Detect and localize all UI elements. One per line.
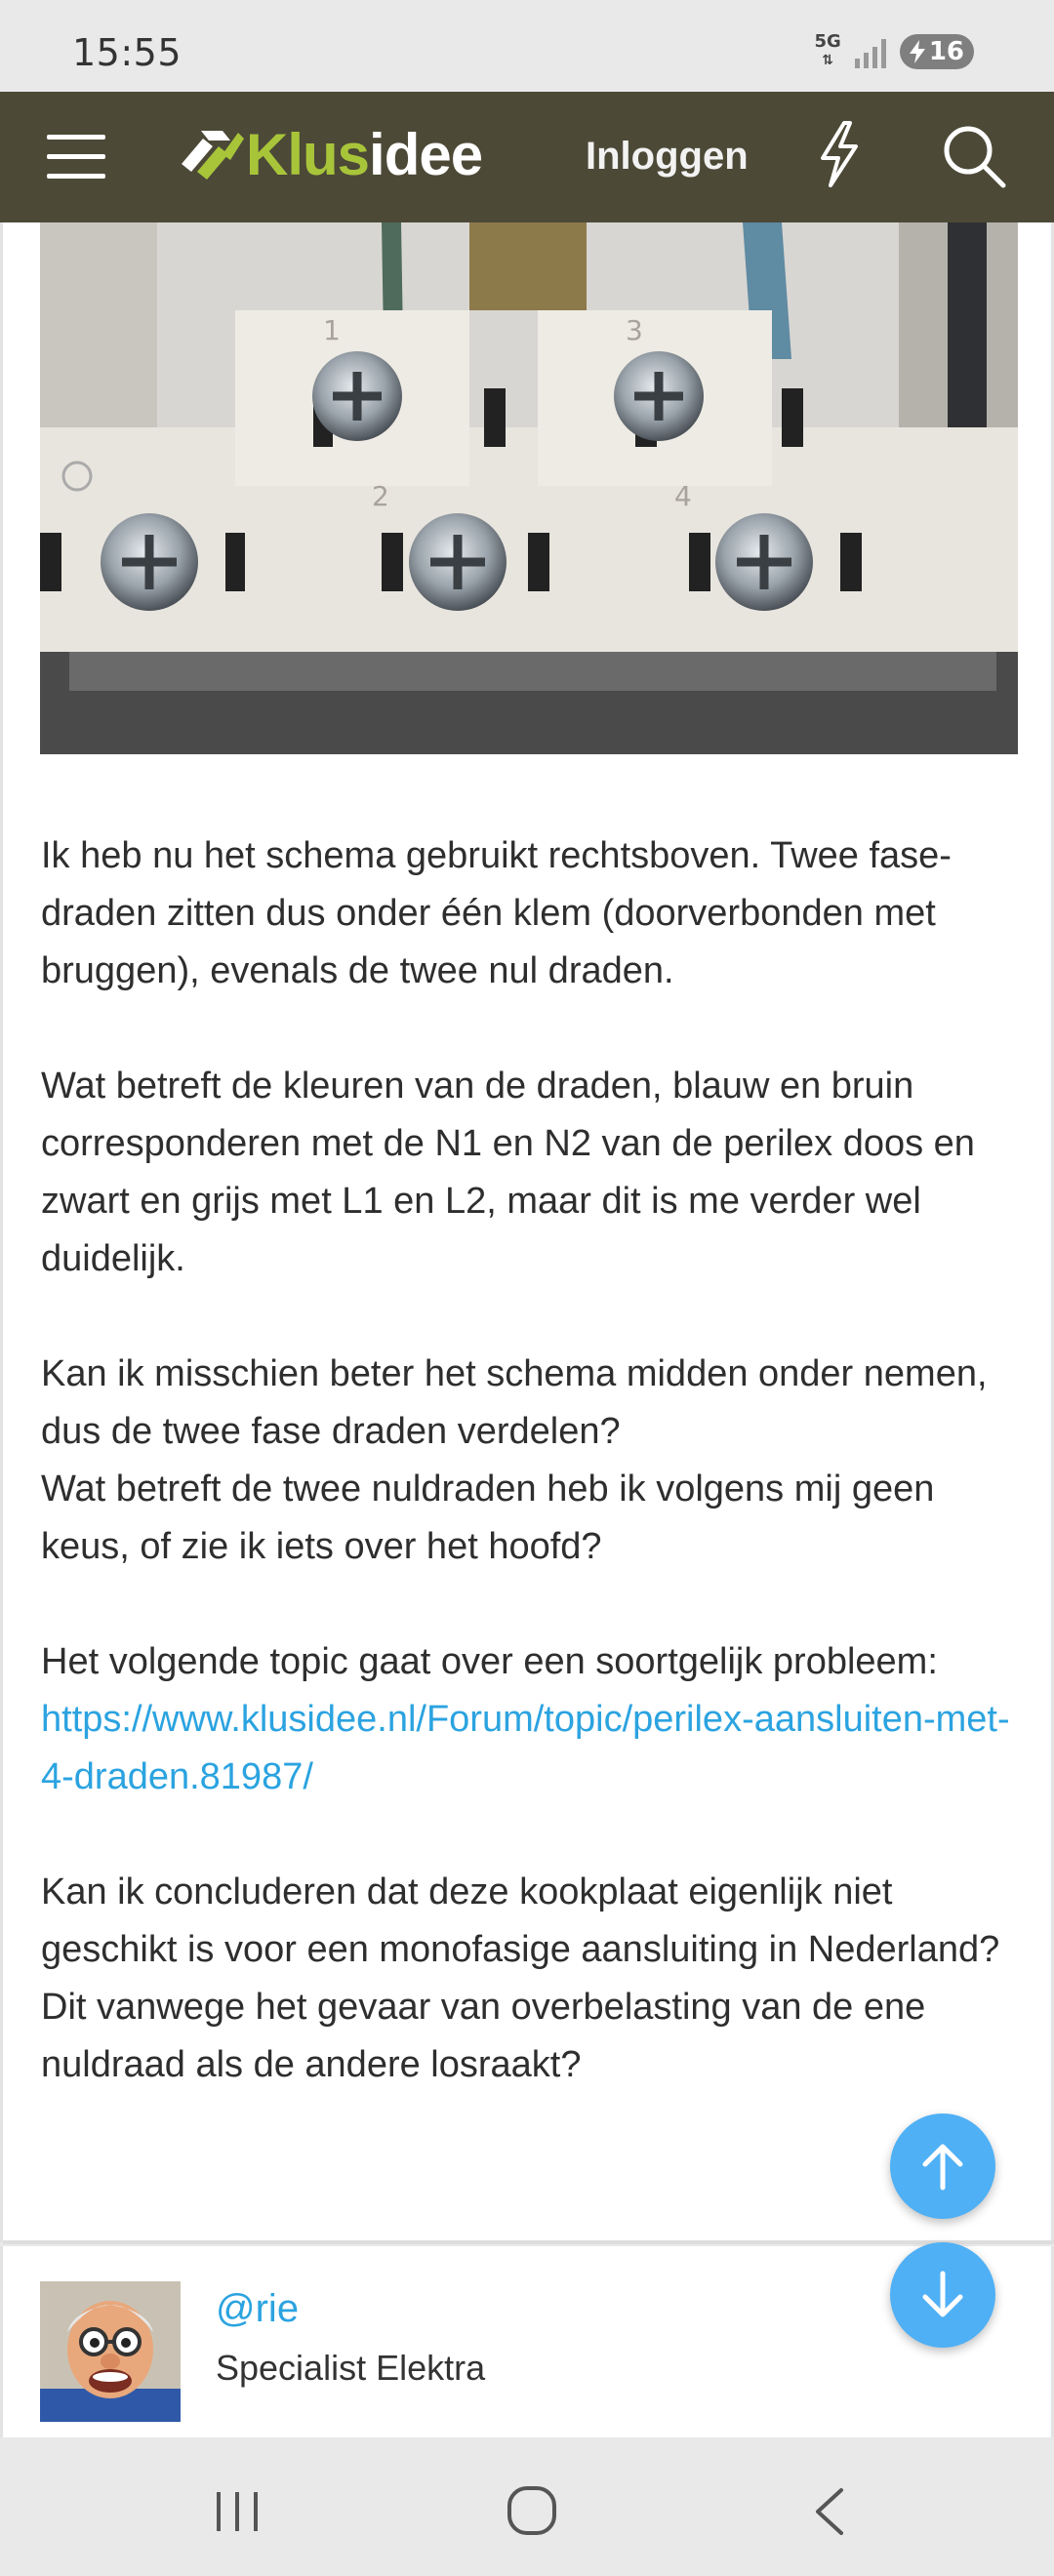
status-icons xyxy=(815,33,975,69)
recent-apps-icon[interactable] xyxy=(213,2488,262,2535)
logo-hammer-icon xyxy=(174,125,246,185)
terminal-label-1: 1 xyxy=(323,314,341,346)
search-icon[interactable] xyxy=(941,123,1009,191)
login-button[interactable]: Inloggen xyxy=(586,135,749,178)
home-icon[interactable] xyxy=(506,2484,558,2537)
post-paragraph: Wat betreft de twee nuldraden heb ik volgens mij geen keus, of zie ik iets over het hoofd? xyxy=(41,1469,935,1567)
logo-part-klus: Klus xyxy=(246,122,370,187)
avatar[interactable] xyxy=(40,2281,181,2422)
app-header xyxy=(0,92,1054,222)
post-paragraph: Ik heb nu het schema gebruikt rechtsboven. Twee fase-draden zitten dus onder één klem (doorverbonden met bruggen), evenals de twee nul draden. xyxy=(41,835,952,991)
system-nav-bar xyxy=(0,2437,1054,2576)
battery-indicator xyxy=(900,34,974,69)
lightning-icon[interactable] xyxy=(815,119,864,189)
scroll-up-button[interactable] xyxy=(890,2113,995,2219)
post-paragraph: Het volgende topic gaat over een soortgelijk probleem: xyxy=(41,1641,938,1682)
back-icon[interactable] xyxy=(810,2486,849,2537)
signal-icon xyxy=(855,35,886,68)
post-paragraph-group xyxy=(41,1346,1027,1576)
battery-level: 16 xyxy=(928,36,964,66)
menu-icon[interactable] xyxy=(47,135,105,181)
status-bar xyxy=(0,0,1054,92)
status-time: 15:55 xyxy=(72,31,182,74)
post-paragraph: Kan ik concluderen dat deze kookplaat eigenlijk niet geschikt is voor een monofasige aansluiting in Nederland? Dit vanwege het gevaar van overbelasting van de ene nuldraad als de andere losraakt? xyxy=(41,1872,1000,2085)
network-label: 5G xyxy=(814,31,841,52)
post-paragraph: Wat betreft de kleuren van de draden, blauw en bruin corresponderen met de N1 en N2 van de perilex doos en zwart en grijs met L1 en L2, maar dit is me verder wel duidelijk. xyxy=(41,1066,975,1279)
post-paragraph-group xyxy=(41,1633,1027,1806)
terminal-label-3: 3 xyxy=(626,314,643,346)
logo-text xyxy=(246,121,482,188)
post-body xyxy=(41,827,1027,2152)
scroll-down-button[interactable] xyxy=(890,2242,995,2348)
arrow-up-icon xyxy=(915,2139,970,2194)
logo-part-idee: idee xyxy=(369,122,483,187)
klusidee-logo[interactable] xyxy=(174,121,482,188)
post-photo-terminal-block[interactable] xyxy=(40,222,1018,754)
forum-post xyxy=(0,222,1054,2242)
arrow-down-icon xyxy=(915,2268,970,2322)
post-paragraph: Kan ik misschien beter het schema midden onder nemen, dus de twee fase draden verdelen? xyxy=(41,1353,988,1452)
author-name[interactable]: @rie xyxy=(216,2287,300,2330)
author-role: Specialist Elektra xyxy=(216,2348,486,2388)
terminal-label-4: 4 xyxy=(674,480,692,512)
topic-link[interactable]: https://www.klusidee.nl/Forum/topic/perilex-aansluiten-met-4-draden.81987/ xyxy=(41,1699,1010,1797)
network-5g-icon: 5G ⇅ xyxy=(814,31,841,68)
post-divider xyxy=(3,2240,1054,2244)
terminal-label-2: 2 xyxy=(372,480,389,512)
charging-icon xyxy=(910,40,925,63)
